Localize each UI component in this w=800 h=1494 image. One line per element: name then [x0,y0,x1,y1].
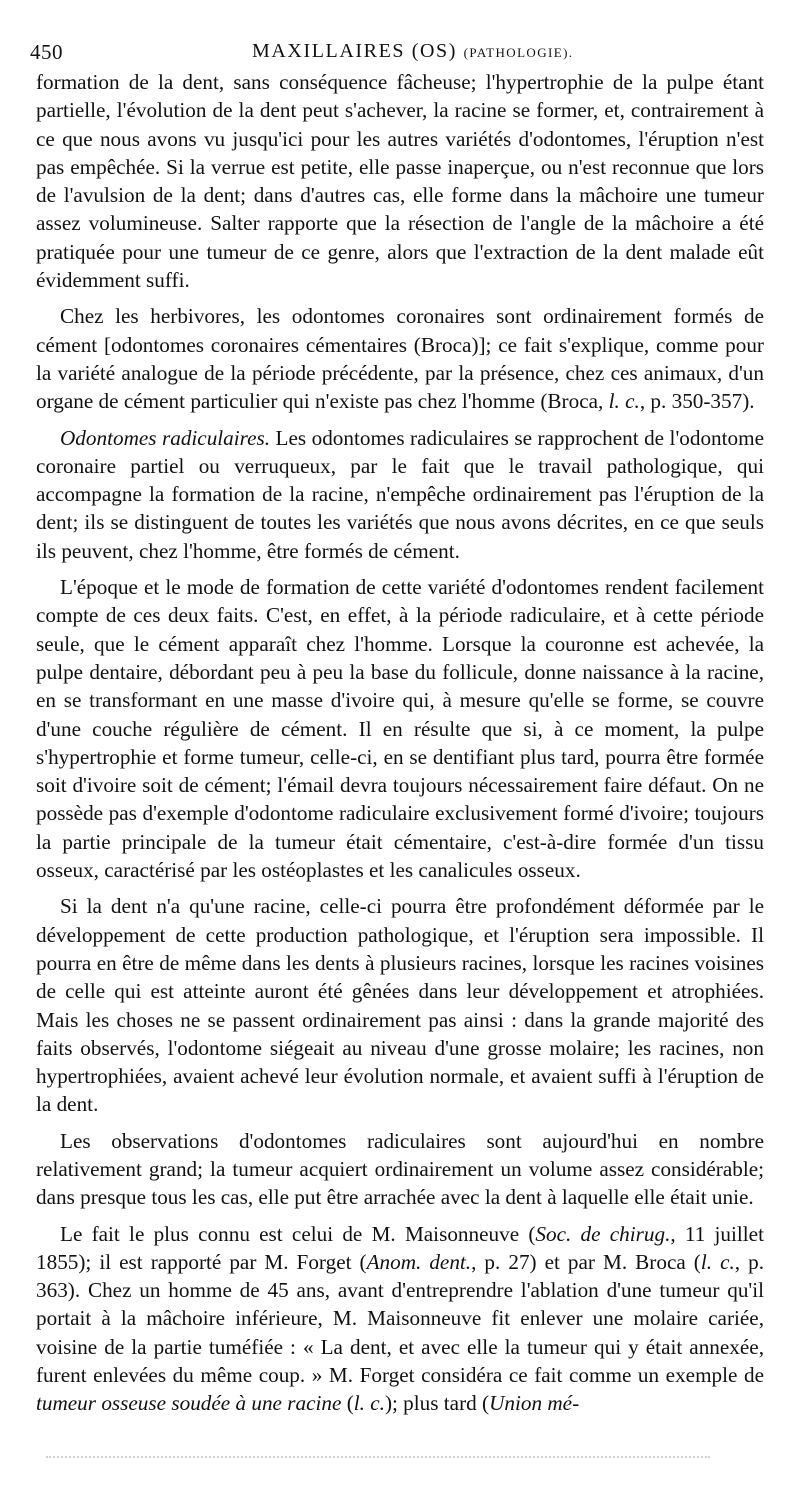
running-head [30,34,764,64]
italic-text: tumeur osseuse soudée à une racine [36,1391,342,1416]
italic-text: l. c. [353,1391,385,1416]
paragraph [36,302,764,415]
paragraph [36,573,764,884]
text-run: formation de la dent, sans conséquence fâcheuse; l'hypertrophie de la pulpe étant partielle, l'évolution de la dent peut s'achever, la racine se former, et, contrairement à ce que nous avons vu jusqu'ici pour les autres variétés d'odontomes, l'éruption n'est pas empêchée. Si la verrue est petite, elle passe inaperçue, ou n'est reconnue que lors de l'avulsion de la dent; dans d'autres cas, elle forme dans la mâchoire une tumeur assez volumineuse. Salter rapporte que la résection de l'angle de la mâchoire a été pratiquée pour une tumeur de ce genre, alors que l'extraction de la dent malade eût évidemment suffi. [36,70,764,293]
italic-text: Union mé- [489,1391,580,1416]
text-run: , p. 350-357). [639,389,755,414]
paragraph [36,1127,764,1212]
text-run: Les odontomes radiculaires se rapprochent de l'odontome coronaire partiel ou verruqueux, par le fait que le travail pathologique, qui accompagne la formation de la racine, n'empêche ordinairement pas l'éruption de la dent; ils se distinguent de toutes les variétés que nous avons décrites, en ce que seuls ils peuvent, chez l'homme, être formés de cément. [36,425,764,563]
italic-text: Anom. dent. [366,1249,472,1274]
paragraph [36,892,764,1118]
italic-text: Soc. de chirug. [535,1221,671,1246]
italic-text: l. c. [700,1249,735,1274]
text-run: Les observations d'odontomes radiculaires sont aujourd'hui en nombre relativement grand; la tumeur acquiert ordinairement un volume assez considérable; dans presque tous les cas, elle put être arrachée avec la dent à laquelle elle était unie. [36,1128,764,1210]
text-run: Le fait le plus connu est celui de M. Maisonneuve ( [60,1221,536,1246]
text-run: Chez les herbivores, les odontomes coronaires sont ordinairement formés de cément [odontomes coronaires cémentaires (Broca)]; ce fait s'explique, comme pour la variété analogue de la période précédente, par la présence, chez ces animaux, d'un organe de cément particulier qui n'existe pas chez l'homme (Broca, [36,304,764,414]
running-title-main: MAXILLAIRES (OS) [252,40,458,62]
running-title-subtitle: (PATHOLOGIE). [463,45,574,60]
text-run: , p. 363). Chez un homme de 45 ans, avant d'entreprendre l'ablation d'une tumeur qu'il portait à la mâchoire inférieure, M. Maisonneuve fit enlever une molaire cariée, voisine de la partie tuméfiée : « La dent, et avec elle la tumeur qui y était annexée, furent enlevées du même coup. » M. Forget considéra ce fait comme un exemple de [36,1249,764,1388]
running-title [252,40,573,63]
paragraph [36,1220,764,1418]
text-run: L'époque et le mode de formation de cette variété d'odontomes rendent facilement compte de ces deux faits. C'est, en effet, à la période radiculaire, et à cette période seule, que le cément apparaît chez l'homme. Lorsque la couronne est achevée, la pulpe dentaire, débordant peu à peu la base du follicule, donne naissance à la racine, en se transformant en une masse d'ivoire qui, à mesure qu'elle se forme, se couvre d'une couche régulière de cément. Il en résulte que si, à ce moment, la pulpe s'hypertrophie et forme tumeur, celle-ci, en se dentifiant plus tard, pourra être formée soit d'ivoire soit de cément; l'émail devra toujours nécessairement faire défaut. On ne possède pas d'exemple d'odontome radiculaire exclusivement formé d'ivoire; toujours la partie principale de la tumeur était cémentaire, c'est-à-dire formée d'un tissu osseux, caractérisé par les ostéoplastes et les canalicules osseux. [36,575,764,883]
paragraph [36,424,764,565]
page-number: 450 [30,40,63,64]
text-run: ( [341,1391,354,1416]
italic-text: l. c. [608,389,640,414]
paragraph [36,68,764,294]
text-run: , 11 juillet 1855); il est rapporté par M. Forget ( [36,1221,764,1274]
text-run: ); plus tard ( [384,1391,490,1416]
body-text [36,68,764,1418]
text-run: , p. 27) et par M. Broca ( [471,1249,701,1274]
text-run: Si la dent n'a qu'une racine, celle-ci pourra être profondément déformée par le développement de cette production pathologique, et l'éruption sera impossible. Il pourra en être de même dans les dents à plusieurs racines, lorsque les racines voisines de celle qui est atteinte auront été gênées dans leur développement et atrophiées. Mais les choses ne se passent ordinairement pas ainsi : dans la grande majorité des faits observés, l'odontome siégeait au niveau d'une grosse molaire; les racines, non hypertrophiées, avaient achevé leur évolution normale, et avaient suffi à l'éruption de la dent. [36,894,764,1117]
italic-text: Odontomes radiculaires. [60,425,271,450]
footer-scan-artifact [46,1456,710,1464]
